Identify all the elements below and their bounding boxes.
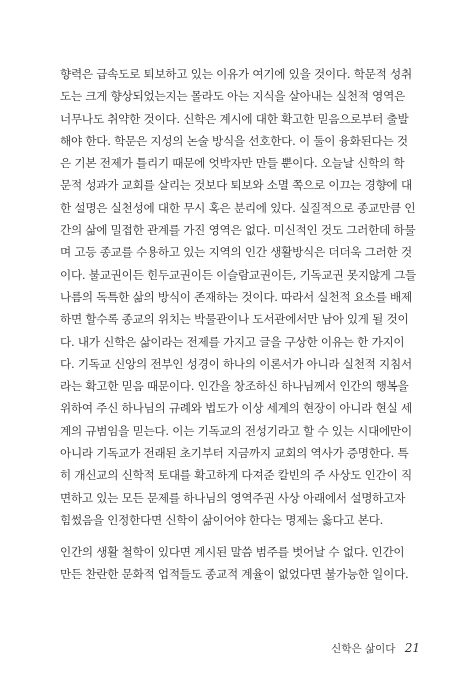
text-line: 아니라 기독교가 전래된 초기부터 지금까지 교회의 역사가 증명한다. 특 bbox=[60, 446, 409, 461]
text-line: 해야 한다. 학문은 지성의 논술 방식을 선호한다. 이 둘이 융화된다는 것 bbox=[60, 133, 408, 148]
text-line: 다. 기독교 신앙의 전부인 성경이 하나의 이론서가 아니라 실천적 지침서 bbox=[60, 356, 412, 371]
text-line: 향력은 급속도로 퇴보하고 있는 이유가 여기에 있을 것이다. 학문적 성취 bbox=[60, 67, 412, 81]
text-line: 계의 규범임을 믿는다. 이는 기독교의 전성기라고 할 수 있는 시대에만이 bbox=[60, 423, 412, 438]
text-line: 이다. 불교권이든 힌두교권이든 이슬람교권이든, 기독교권 못지않게 그들 bbox=[60, 267, 416, 282]
text-line: 너무나도 취약한 것이다. 신학은 계시에 대한 확고한 믿음으로부터 출발 bbox=[60, 111, 409, 126]
text-line: 다. 내가 신학은 삶이라는 전제를 가지고 글을 구상한 이유는 한 가지이 bbox=[60, 334, 405, 349]
text-line: 라는 확고한 믿음 때문이다. 인간을 창조하신 하나님께서 인간의 행복을 bbox=[60, 379, 409, 394]
text-line: 한 설명은 실천성에 대한 무시 혹은 분리에 있다. 실질적으로 종교만큼 인 bbox=[60, 200, 416, 215]
text-line: 며 고등 종교를 수용하고 있는 지역의 인간 생활방식은 더더욱 그러한 것 bbox=[60, 245, 412, 260]
body-paragraph-2 bbox=[60, 541, 420, 586]
text-line: 인간의 생활 철학이 있다면 계시된 말씀 범주를 벗어날 수 없다. 인간이 bbox=[60, 545, 405, 559]
text-line: 은 기본 전제가 틀리기 때문에 엇박자만 만들 뿐이다. 오늘날 신학의 학 bbox=[60, 156, 405, 171]
text-line: 만든 찬란한 문화적 업적들도 종교적 계율이 없었다면 불가능한 일이다. bbox=[60, 567, 409, 582]
text-line: 문적 성과가 교회를 살리는 것보다 퇴보와 소멸 쪽으로 이끄는 경향에 대 bbox=[60, 178, 412, 193]
text-line: 하면 할수록 종교의 위치는 박물관이나 도서관에서만 남아 있게 될 것이 bbox=[60, 312, 409, 327]
text-line: 면하고 있는 모든 문제를 하나님의 영역주권 사상 아래에서 설명하고자 bbox=[60, 490, 406, 505]
text-line: 히 개신교의 신학적 토대를 확고하게 다져준 칼빈의 주 사상도 인간이 직 bbox=[60, 468, 412, 483]
text-line: 간의 삶에 밀접한 관계를 가진 영역은 없다. 미신적인 것도 그러한데 하물 bbox=[60, 223, 416, 238]
text-line: 위하여 주신 하나님의 규례와 법도가 이상 세계의 현장이 아니라 현실 세 bbox=[60, 401, 412, 416]
running-title: 신학은 삶이다 bbox=[331, 643, 396, 655]
text-line: 힘썼음을 인정한다면 신학이 삶이어야 한다는 명제는 옳다고 본다. bbox=[60, 512, 384, 527]
text-line: 나름의 독특한 삶의 방식이 존재하는 것이다. 따라서 실천적 요소를 배제 bbox=[60, 289, 412, 304]
text-line: 도는 크게 향상되었는지는 몰라도 아는 지식을 살아내는 실천적 영역은 bbox=[60, 89, 406, 104]
body-paragraph-1 bbox=[60, 63, 420, 531]
page-number: 21 bbox=[404, 641, 420, 655]
page-footer bbox=[331, 641, 420, 656]
